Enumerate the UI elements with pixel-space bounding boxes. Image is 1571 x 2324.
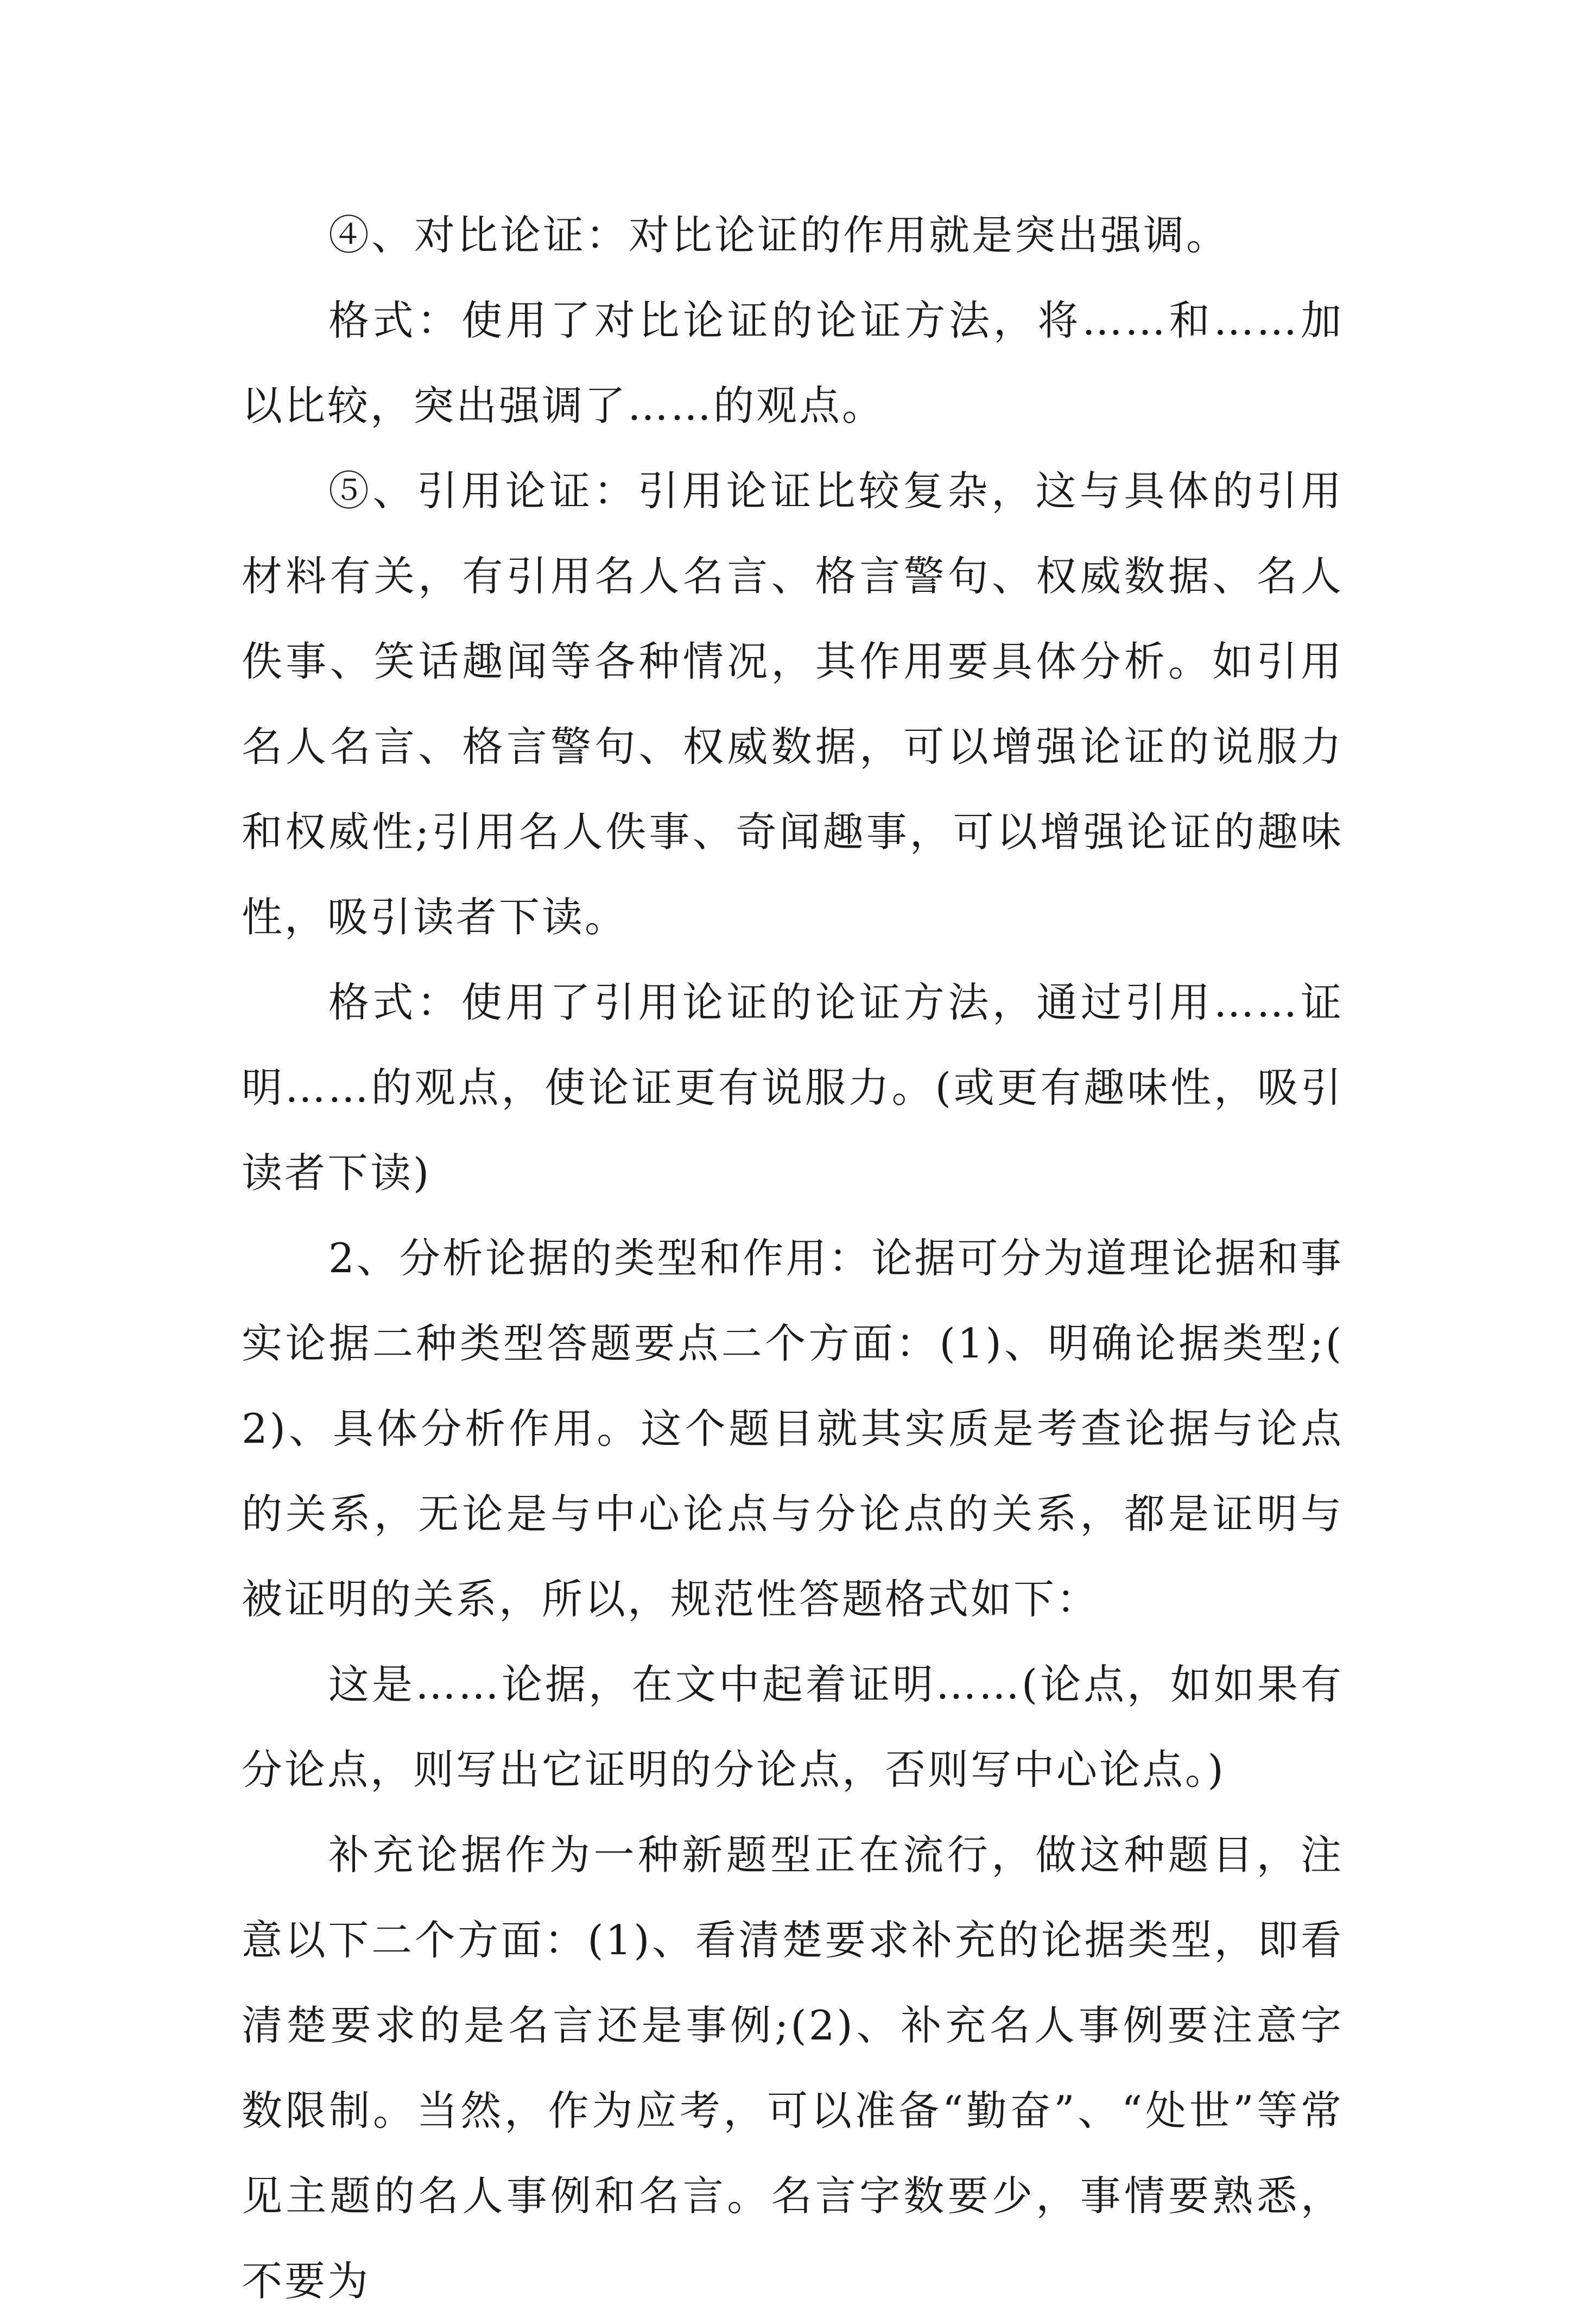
paragraph-citation-argument: ⑤、引用论证：引用论证比较复杂，这与具体的引用材料有关，有引用名人名言、格言警句、权威数据、名人佚事、笑话趣闻等各种情况，其作用要具体分析。如引用名人名言、格言警句、权威数据，可以增强论证的说服力和权威性;引用名人佚事、奇闻趣事，可以增强论证的趣味性，吸引读者下读。 bbox=[242, 467, 1344, 941]
paragraph-citation-format: 格式：使用了引用论证的论证方法，通过引用……证明……的观点，使论证更有说服力。(或更有趣味性，吸引读者下读) bbox=[242, 978, 1344, 1197]
paragraph-supplementary-evidence: 补充论据作为一种新题型正在流行，做这种题目，注意以下二个方面：(1)、看清楚要求补充的论据类型，即看清楚要求的是名言还是事例;(2)、补充名人事例要注意字数限制。当然，作为应考，可以准备“勤奋”、“处世”等常见主题的名人事例和名言。名言字数要少，事情要熟悉，不要为 bbox=[242, 1831, 1344, 2305]
paragraph-contrast-format: 格式：使用了对比论证的论证方法，将……和……加以比较，突出强调了……的观点。 bbox=[242, 296, 1344, 430]
paragraph-answer-template: 这是……论据，在文中起着证明……(论点，如如果有分论点，则写出它证明的分论点，否则写中心论点。) bbox=[242, 1660, 1344, 1793]
paragraph-contrast-argument: ④、对比论证：对比论证的作用就是突出强调。 bbox=[328, 211, 1230, 259]
document-body bbox=[242, 193, 1344, 2324]
paragraph-evidence-types: 2、分析论据的类型和作用：论据可分为道理论据和事实论据二种类型答题要点二个方面：(1)、明确论据类型;(2)、具体分析作用。这个题目就其实质是考查论据与论点的关系，无论是与中心论点与分论点的关系，都是证明与被证明的关系，所以，规范性答题格式如下： bbox=[242, 1234, 1344, 1623]
